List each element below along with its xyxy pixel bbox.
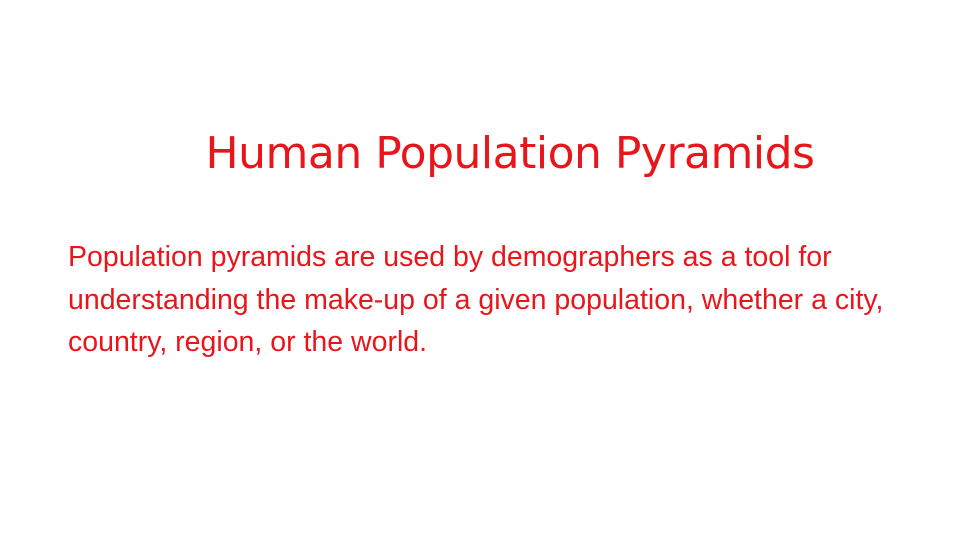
slide-body-text: Population pyramids are used by demographers as a tool for understanding the make-up of a given population, whether a city, country, region, or the world. (68, 241, 884, 358)
slide-title: Human Population Pyramids (205, 128, 815, 179)
